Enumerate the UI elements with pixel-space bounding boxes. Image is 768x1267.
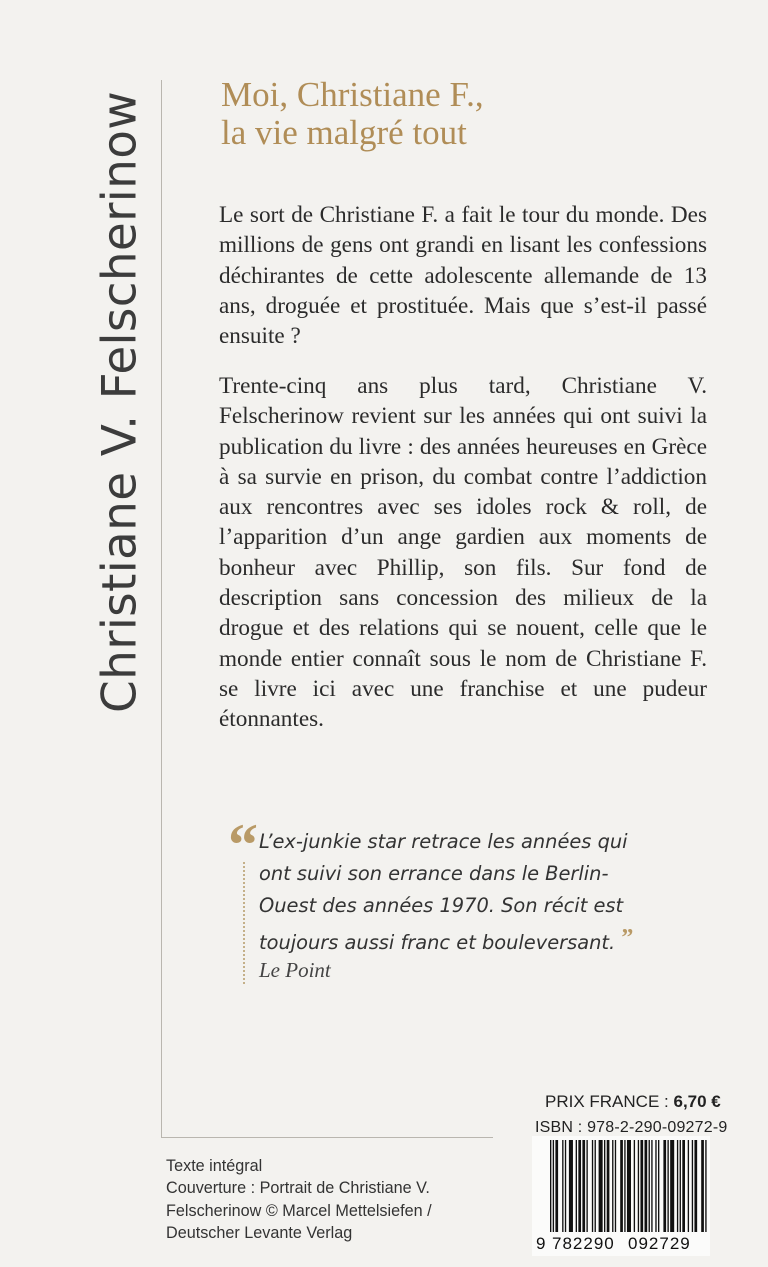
barcode-bar bbox=[595, 1140, 596, 1232]
credits-line-1: Texte intégral bbox=[166, 1157, 263, 1175]
barcode-bar bbox=[569, 1140, 573, 1232]
author-name: Christiane V. Felscherinow bbox=[92, 90, 148, 714]
barcode-bar bbox=[638, 1140, 639, 1232]
barcode-bar bbox=[658, 1140, 659, 1232]
barcode-group-1: 782290 bbox=[552, 1234, 615, 1253]
barcode-bar bbox=[620, 1140, 623, 1232]
barcode-bar bbox=[634, 1140, 635, 1232]
title-line-1: Moi, Christiane F., bbox=[221, 75, 484, 114]
barcode-bar bbox=[555, 1140, 558, 1232]
barcode-bar bbox=[592, 1140, 593, 1232]
barcode-graphic bbox=[532, 1136, 710, 1256]
barcode-bar bbox=[692, 1140, 693, 1232]
barcode-bar bbox=[576, 1140, 577, 1232]
press-quote bbox=[259, 826, 639, 959]
spine-author bbox=[92, 82, 148, 722]
barcode-bar bbox=[682, 1140, 685, 1232]
quote-open-icon: “ bbox=[228, 812, 258, 878]
barcode bbox=[532, 1136, 710, 1256]
barcode-bar bbox=[640, 1140, 643, 1232]
barcode-bar bbox=[612, 1140, 613, 1232]
barcode-bar bbox=[578, 1140, 581, 1232]
barcode-bar bbox=[680, 1140, 681, 1232]
price-value: 6,70 € bbox=[673, 1092, 721, 1111]
barcode-bar bbox=[688, 1140, 689, 1232]
barcode-bar bbox=[677, 1140, 678, 1232]
barcode-bar bbox=[586, 1140, 587, 1232]
cover-credits bbox=[166, 1155, 466, 1245]
vertical-divider bbox=[161, 80, 162, 1137]
barcode-bar bbox=[553, 1140, 554, 1232]
barcode-bar bbox=[604, 1140, 605, 1232]
barcode-bar bbox=[645, 1140, 648, 1232]
summary-paragraph-2: Trente-cinq ans plus tard, Christiane V. Felscherinow revient sur les années qui ont suivi la publication du livre : des années heureuses en Grèce à sa survie en prison, du combat contre l’addiction aux rencontres avec ses idoles rock & roll, de l’apparition d’un ange gardien aux moments de bonheur avec Phillip, son fils. Sur fond de description sans concession des milieux de la drogue et des relations qui se nouent, celle que le monde entier connaît sous le nom de Christiane F. se livre ici avec une franchise et une pudeur étonnantes. bbox=[219, 373, 707, 733]
barcode-bar bbox=[582, 1140, 585, 1232]
quote-text: L’ex-junkie star retrace les années qui ont suivi son errance dans le Berlin-Ouest des années 1970. Son récit est toujours aussi franc et bouleversant. bbox=[259, 830, 628, 954]
barcode-bar bbox=[701, 1140, 704, 1232]
barcode-bar bbox=[649, 1140, 650, 1232]
summary-paragraph-1: Le sort de Christiane F. a fait le tour du monde. Des millions de gens ont grandi en lisant les confessions déchirantes de cette adolescente allemande de 13 ans, droguée et prostituée. Mais que s’est-il passé ensuite ? bbox=[219, 202, 707, 350]
barcode-bar bbox=[667, 1140, 668, 1232]
barcode-bar bbox=[694, 1140, 697, 1232]
price-label-text: PRIX FRANCE : bbox=[545, 1092, 669, 1111]
barcode-bar bbox=[599, 1140, 603, 1232]
barcode-bar bbox=[562, 1140, 563, 1232]
title-line-2: la vie malgré tout bbox=[221, 113, 467, 152]
barcode-bar bbox=[705, 1140, 706, 1232]
barcode-bar bbox=[615, 1140, 616, 1232]
barcode-bar bbox=[627, 1140, 631, 1232]
barcode-bar bbox=[670, 1140, 674, 1232]
horizontal-divider bbox=[161, 1137, 493, 1138]
quote-rule bbox=[243, 862, 245, 984]
barcode-bar bbox=[651, 1140, 652, 1232]
quote-close-icon: ” bbox=[621, 925, 634, 951]
barcode-group-2: 092729 bbox=[628, 1234, 691, 1253]
barcode-bar bbox=[655, 1140, 656, 1232]
credits-line-2: Couverture : Portrait de Christiane V. bbox=[166, 1179, 430, 1198]
barcode-bar bbox=[565, 1140, 566, 1232]
barcode-bar bbox=[624, 1140, 625, 1232]
credits-line-3: Felscherinow © Marcel Mettelsiefen / bbox=[166, 1201, 432, 1220]
barcode-bar bbox=[663, 1140, 666, 1232]
quote-source: Le Point bbox=[259, 958, 331, 982]
credits-line-4: Deutscher Levante Verlag bbox=[166, 1224, 353, 1243]
barcode-bar bbox=[550, 1140, 551, 1232]
isbn: ISBN : 978-2-290-09272-9 bbox=[535, 1119, 728, 1136]
barcode-first-digit: 9 bbox=[536, 1234, 546, 1253]
barcode-bar bbox=[607, 1140, 610, 1232]
price-label bbox=[545, 1092, 721, 1112]
book-title bbox=[221, 76, 621, 152]
